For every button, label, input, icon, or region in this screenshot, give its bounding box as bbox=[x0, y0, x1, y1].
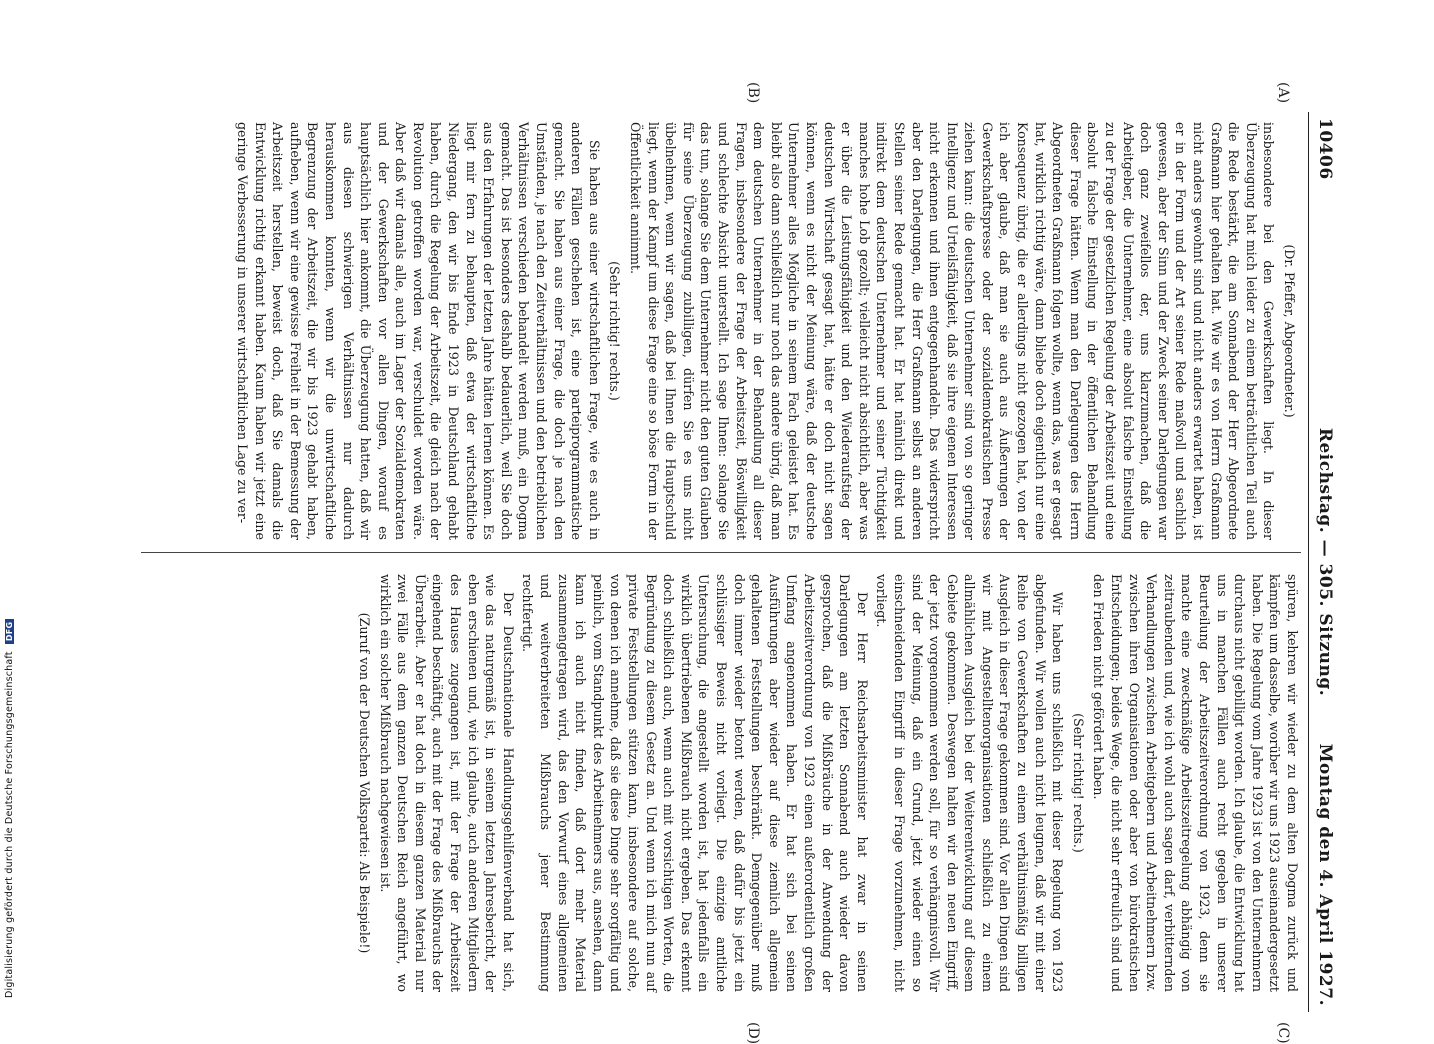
left-paragraph-2: Sie haben aus einer wirtschaftlichen Frage, wie es auch in anderen Fällen geschehen ist, eine parteiprogrammatische gemacht. Sie haben aus einer Frage, die doch je nach den Umständen, je nach den Zeitverhältnissen und den betrieblichen Verhältnissen verschieden behandelt werden muß, ein Dogma gemacht. Das ist besonders deshalb bedauerlich, weil Sie doch aus den Erfahrungen der letzten Jahre hätten lernen können. Es liegt mir fern zu behaupten, daß etwa der wirtschaftliche Niedergang, den wir bis Ende 1923 in Deutschland gehabt haben, durch die Regelung der Arbeitszeit, die gleich nach der Revolution getroffen worden war, verschuldet worden wäre. Aber daß wir damals alle, auch im Lager der Sozialdemokraten und der Gewerkschaften vor allen Dingen, worauf es hauptsächlich hier ankommt, die Überzeugung hatten, daß wir aus diesen schwierigen Verhältnissen nur dadurch herauskommen konnten, wenn wir die unwirtschaftliche Begrenzung der Arbeitszeit, die wir bis 1923 gehabt haben, aufheben, wenn wir eine gewisse Freiheit in der Bemessung der Arbeitszeit herstellen, beweist doch, daß Sie damals die Entwicklung richtig erkannt haben. Kaum haben wir jetzt eine geringe Verbesserung in unserer wirtschaftlichen Lage zu ver- bbox=[234, 122, 602, 540]
margin-marker-c: (C) bbox=[1275, 1022, 1291, 1044]
dfg-logo: DFG bbox=[5, 619, 14, 644]
column-divider bbox=[141, 552, 1301, 553]
header-date: Montag den 4. April 1927. bbox=[1315, 743, 1335, 1006]
margin-marker-a: (A) bbox=[1275, 82, 1291, 104]
digitization-credit bbox=[4, 619, 15, 998]
right-paragraph-1: spüren, kehren wir wieder zu dem alten Dogma zurück und kämpfen um dasselbe, worüber wir uns 1923 auseinandergesetzt haben. Die Regelung vom Jahre 1923 ist von den Unternehmern durchaus nicht gebilligt worden. Ich glaube, die Entwicklung hat uns in manchen Fällen auch recht gegeben in unserer Beurteilung der Arbeitszeitverordnung von 1923, denn sie machte eine zweckmäßige Arbeitszeitregelung abhängig von zeitraubenden und, wie ich wohl auch sagen darf, verbitternden Verhandlungen zwischen Arbeitgebern und Arbeitnehmern bzw. zwischen ihren Organisationen oder aber von bürokratischen Entscheidungen; beides Wege, die nicht sehr erfreulich sind und den Frieden nicht gefördert haben. bbox=[1091, 574, 1300, 992]
speaker-intro: (Dr. Pfeffer, Abgeordneter.) bbox=[1282, 244, 1297, 418]
page-header bbox=[1308, 112, 1335, 1012]
interjection: (Sehr richtig! rechts.) bbox=[1070, 713, 1086, 853]
right-paragraph-3: Der Herr Reichsarbeitsminister hat zwar in seinen Darlegungen am letzten Sonnabend auch wieder davon gesprochen, daß die Mißbräuche in der Anwendung der Arbeitszeitverordnung von 1923 einen außerordentlich großen Umfang angenommen haben. Er hat sich bei seinen Ausführungen aber wieder auf diese ziemlich allgemein gehaltenen Feststellungen beschränkt. Demgegenüber muß doch immer wieder betont werden, daß dafür bis jetzt ein schlüssiger Beweis nicht vorliegt. Die einzige amtliche Untersuchung, die angestellt worden ist, hat jedenfalls ein wirklich übertriebenen Mißbrauch nicht ergeben. Das erkennt doch schließlich auch, wenn auch mit vorsichtigen Worten, die Begründung zu diesem Gesetz an. Und wenn ich mich nun auf private Feststellungen stützen kann, insbesondere auf solche, von denen ich annehme, daß sie diese Dinge sehr sorgfältig und peinlich, vom Standpunkt des Arbeitnehmers aus, ansehen, dann kann ich auch nicht finden, daß dort mehr Material zusammengetragen wird, das den Vorwurf eines allgemeinen und weitverbreiteten Mißbrauchs jener Bestimmung rechtfertigt. bbox=[520, 574, 870, 992]
newspaper-page bbox=[125, 82, 1335, 1044]
right-column bbox=[141, 574, 1301, 992]
right-paragraph-4: Der Deutschnationale Handlungsgehilfenverband hat sich, wie das naturgemäß ist, in seinem letzten Jahresbericht, der eben erschienen und, wie ich glaube, auch anderen Mitgliedern des Hauses zugegangen ist, mit der Frage der Arbeitszeit eingehend beschäftigt, auch mit der Frage des Mißbrauchs der Überarbeit. Aber er hat doch in diesem ganzen Material nur zwei Fälle aus dem ganzen Deutschen Reich angeführt, wo wirklich ein solcher Mißbrauch nachgewiesen ist. bbox=[377, 574, 516, 992]
credit-text: Digitalisierung gefördert durch die Deutsche Forschungsgemeinschaft bbox=[4, 651, 15, 998]
interjection: (Sehr richtig! rechts.) bbox=[607, 261, 623, 401]
left-paragraph-1: insbesondere bei den Gewerkschaften liegt. In dieser Überzeugung hat mich leider zu einem beträchtlichen Teil auch die Rede bestärkt, die am Sonnabend der Herr Abgeordnete Graßmann hier gehalten hat. Wie wir es von Herrn Graßmann nicht anders gewohnt sind und nicht anders erwartet haben, ist er in der Form und der Art seiner Rede maßvoll und sachlich gewesen, aber der Sinn und der Zweck seiner Darlegungen war doch ganz zweifellos der, uns klarzumachen, daß die Arbeitgeber, die Unternehmer, eine absolut falsche Einstellung zu der Frage der gesetzlichen Regelung der Arbeitszeit und eine absolut falsche Einstellung in der öffentlichen Behandlung dieser Frage hätten. Wenn man den Darlegungen des Herrn Abgeordneten Graßmann folgen wollte, wenn das, was er gesagt hat, wirklich richtig wäre, dann bliebe doch eigentlich nur eine Konsequenz übrig, die er allerdings nicht gezogen hat, von der ich aber glaube, daß man sie auch aus Äußerungen der Gewerkschaftspresse oder der sozialdemokratischen Presse ziehen kann: die deutschen Unternehmer sind von so geringer Intelligenz und Urteilsfähigkeit, daß sie ihre eigenen Interessen nicht erkennen und ihnen entgegenhandeln. Das widerspricht aber den Darlegungen, die Herr Graßmann selbst an anderen Stellen seiner Rede gemacht hat. Er hat nämlich direkt und indirekt dem deutschen Unternehmer und seiner Tüchtigkeit manches hohe Lob gezollt; vielleicht nicht absichtlich, aber was er über die Leistungsfähigkeit und den Wiederaufstieg der deutschen Wirtschaft gesagt hat, hätte er doch nicht sagen können, wenn es nicht der Meinung wäre, daß der deutsche Unternehmer alles Mögliche in seinem Fach geleistet hat. Es bleibt also dann schließlich nur noch das andere übrig, daß man dem deutschen Unternehmer in der Behandlung all dieser Fragen, insbesondere der Frage der Arbeitszeit, Böswilligkeit und schlechte Absicht unterstellt. Ich sage Ihnen: solange Sie das tun, solange Sie dem Unternehmer nicht den guten Glauben für seine Überzeugung zubilligen, dürfen Sie es uns nicht übelnehmen, wenn wir sagen, daß bei Ihnen die Hauptschuld liegt, wenn der Kampf um diese Frage eine so böse Form in der Öffentlichkeit annimmt. bbox=[628, 122, 1277, 540]
header-title: Reichstag. — 305. Sitzung. bbox=[1315, 427, 1335, 697]
left-column bbox=[141, 122, 1301, 540]
right-paragraph-2: Wir haben uns schließlich mit dieser Regelung von 1923 abgefunden. Wir wollen auch nicht leugnen, daß wir mit einer Reihe von Gewerkschaften zu einem verhältnismäßig billigen Ausgleich in dieser Frage gekommen sind. Vor allen Dingen sind wir mit Angestelltenorganisationen schließlich zu einem allmählichen Ausgleich bei der Weiterentwicklung auf diesem Gebiete gekommen. Deswegen halten wir den neuen Eingriff, der jetzt vorgenommen werden soll, für so verhängnisvoll. Wir sind der Meinung, daß ein Grund, jetzt wieder einen so einschneidenden Eingriff in dieser Frage vorzunehmen, nicht vorliegt. bbox=[874, 574, 1066, 992]
margin-marker-b: (B) bbox=[745, 82, 761, 104]
interjection: (Zuruf von der Deutschen Volkspartei: Als Beispiele!) bbox=[357, 612, 373, 954]
margin-marker-d: (D) bbox=[745, 1022, 761, 1044]
page-number: 10406 bbox=[1315, 118, 1335, 180]
